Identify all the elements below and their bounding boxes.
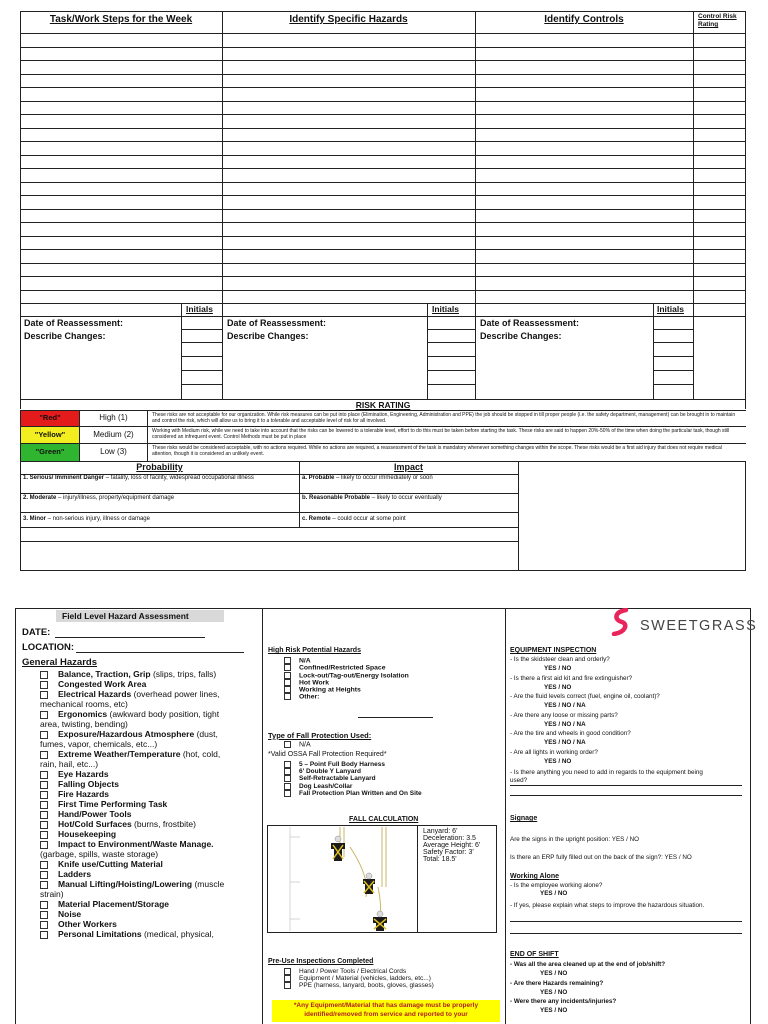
probability-item-3 xyxy=(23,516,150,522)
high-risk-list-label: Lock-out/Tag-out/Energy Isolation xyxy=(299,671,409,679)
probability-title: Probability xyxy=(136,462,183,472)
checkbox-icon[interactable] xyxy=(40,681,48,689)
checkbox-icon[interactable] xyxy=(284,775,291,782)
table-row-line[interactable] xyxy=(20,195,746,196)
risk-red-label: "Red" xyxy=(39,413,61,422)
equipment-extra-q1: - Is there anything you need to add in regards to the equipment being xyxy=(510,769,703,776)
hazard-name: Ergonomics xyxy=(58,709,108,719)
hazard-name: Knife use/Cutting Material xyxy=(58,859,163,869)
checkbox-icon[interactable] xyxy=(284,790,291,797)
fall-calc-value: Lanyard: 6' xyxy=(423,828,458,835)
hazard-name: Material Placement/Storage xyxy=(58,899,170,909)
table-row-line[interactable] xyxy=(20,209,746,210)
preuse-list-item[interactable] xyxy=(284,968,504,975)
checkbox-icon[interactable] xyxy=(40,821,48,829)
fall-list-item[interactable] xyxy=(284,783,504,790)
initials-cell-line[interactable] xyxy=(181,370,222,371)
equipment-question: - Are all lights in working order? xyxy=(510,748,598,756)
end-of-shift-question: - Was all the area cleaned up at the end of job/shift? xyxy=(510,961,666,968)
initials-cell-line[interactable] xyxy=(181,384,222,385)
changes-label-2: Describe Changes: xyxy=(227,331,309,341)
hazard-name: Manual Lifting/Hoisting/Lowering xyxy=(58,879,193,889)
end-of-shift-answer[interactable]: YES / NO xyxy=(540,988,568,996)
hazard-name: Extreme Weather/Temperature xyxy=(58,749,181,759)
initials-label-2: Initials xyxy=(432,304,459,314)
table-row-line xyxy=(20,316,746,317)
table-row-line[interactable] xyxy=(20,87,746,88)
table-row-line[interactable] xyxy=(20,168,746,169)
end-of-shift-title: END OF SHIFT xyxy=(510,951,559,958)
table-row-line[interactable] xyxy=(20,128,746,129)
checkbox-icon[interactable] xyxy=(40,881,48,889)
table-row-line[interactable] xyxy=(20,141,746,142)
end-of-shift-list xyxy=(510,961,748,1023)
hazard-detail: (muscle xyxy=(192,879,225,889)
table-row-line[interactable] xyxy=(20,33,746,34)
fall-calc-value: Total: 18.5' xyxy=(423,856,457,863)
checkbox-icon[interactable] xyxy=(40,871,48,879)
preuse-list-label: PPE (harness, lanyard, boots, gloves, glasses) xyxy=(299,982,434,990)
fall-type-title: Type of Fall Protection Used: xyxy=(268,731,372,740)
table-row-line[interactable] xyxy=(20,249,746,250)
impact-item-1 xyxy=(302,475,433,481)
hazard-item[interactable] xyxy=(40,679,262,689)
initials-cell-line[interactable] xyxy=(653,384,694,385)
fall-calc-title: FALL CALCULATION xyxy=(349,816,419,823)
equipment-question: - Are the fluid levels correct (fuel, engine oil, coolant)? xyxy=(510,693,660,700)
equipment-notes-line-2[interactable] xyxy=(510,795,742,796)
initials-cell-line[interactable] xyxy=(427,356,475,357)
high-risk-list-item[interactable] xyxy=(284,664,504,671)
checkbox-icon[interactable] xyxy=(40,801,48,809)
hazard-name: Impact to Environment/Waste Manage. xyxy=(58,839,214,849)
table-row-line[interactable] xyxy=(20,263,746,264)
probability-item-1-bold: 1. Serious/ Imminent Danger xyxy=(23,475,105,481)
checkbox-icon[interactable] xyxy=(40,771,48,779)
equipment-inspection-list xyxy=(510,656,748,776)
checkbox-icon[interactable] xyxy=(40,691,48,699)
hazard-detail-cont: strain) xyxy=(40,889,64,899)
high-risk-list-item[interactable] xyxy=(284,672,504,679)
impact-item-2-text: – likely to occur eventually xyxy=(370,495,442,501)
impact-item-2 xyxy=(302,495,442,501)
fall-list-item[interactable] xyxy=(284,761,504,768)
initials-cell-line[interactable] xyxy=(427,329,475,330)
probability-item-2-bold: 2. Moderate xyxy=(23,495,57,501)
impact-item-3 xyxy=(302,516,406,522)
damage-note-2: identified/removed from service and reported to your xyxy=(304,1011,468,1018)
hazard-name: Ladders xyxy=(58,869,92,879)
other-field[interactable] xyxy=(358,717,433,718)
risk-low-level: Low (3) xyxy=(100,447,127,456)
initials-cell-line[interactable] xyxy=(181,342,222,343)
hazard-detail: (burns, frostbite) xyxy=(131,819,196,829)
checkbox-icon[interactable] xyxy=(284,686,291,693)
fall-na-label: N/A xyxy=(299,741,311,749)
hazard-item[interactable] xyxy=(40,899,262,909)
signage-title: Signage xyxy=(510,815,538,822)
table-row-line[interactable] xyxy=(20,155,746,156)
initials-cell-line[interactable] xyxy=(181,356,222,357)
checkbox-icon[interactable] xyxy=(284,968,291,975)
table-row-line[interactable] xyxy=(20,236,746,237)
general-hazards-list xyxy=(40,669,262,1024)
checkbox-icon[interactable] xyxy=(40,911,48,919)
table-row-line[interactable] xyxy=(20,303,746,304)
checkbox-icon[interactable] xyxy=(40,671,48,679)
flha-page xyxy=(0,600,768,1024)
signage-q1: Are the signs in the upright position: YES / NO xyxy=(510,836,640,843)
high-risk-list-item[interactable] xyxy=(284,679,504,686)
reassessment-label-3: Date of Reassessment: xyxy=(480,318,580,328)
hazard-item[interactable] xyxy=(40,829,262,839)
fall-list-label: Dog Leash/Collar xyxy=(299,782,353,790)
hazard-item[interactable] xyxy=(40,909,262,919)
working-alone-line-1[interactable] xyxy=(510,921,742,922)
hazard-detail: (dust, xyxy=(194,729,218,739)
working-alone-line-2[interactable] xyxy=(510,933,742,934)
sweetgrass-logo-text: SWEETGRASS xyxy=(640,618,758,634)
end-of-shift-question: - Were there any incidents/injuries? xyxy=(510,998,617,1005)
equipment-answer[interactable]: YES / NO / NA xyxy=(544,720,586,728)
equipment-answer[interactable]: YES / NO / NA xyxy=(544,739,586,746)
table-row-line[interactable] xyxy=(20,74,746,75)
equipment-question: - Are there any loose or missing parts? xyxy=(510,711,618,719)
hazard-name: Hand/Power Tools xyxy=(58,809,132,819)
risk-high-desc: These risks are not acceptable for our organization. While risk measures can be put into place (Elimination, Engineering, Administration and PPE) the job should be stopped in till proper people (i.e. the safety department, management) can be brought in to maintain and control the risk, which will allow us to bring it to a tolerable and acceptable level of risk for all involved. xyxy=(152,412,736,424)
high-risk-title: High Risk Potential Hazards xyxy=(268,647,361,654)
preuse-list-item[interactable] xyxy=(284,982,504,989)
initials-cell-line[interactable] xyxy=(653,342,694,343)
risk-rating-title: RISK RATING xyxy=(355,400,411,410)
hazard-name: Congested Work Area xyxy=(58,679,147,689)
hazard-item[interactable] xyxy=(40,729,262,739)
table-row-line[interactable] xyxy=(20,60,746,61)
risk-green-label: "Green" xyxy=(35,447,65,456)
reassessment-label-2: Date of Reassessment: xyxy=(227,318,327,328)
checkbox-icon[interactable] xyxy=(284,693,291,700)
probability-item-1-text: – fatality, loss of facility, widespread occupational illness xyxy=(104,475,254,481)
high-risk-list-item[interactable] xyxy=(284,657,504,664)
hazard-detail-cont: rain, hail, etc...) xyxy=(40,759,99,769)
probability-item-2-text: – injury/illness, property/equipment damage xyxy=(56,495,175,501)
impact-item-1-text: – likely to occur immediately or soon xyxy=(334,475,433,481)
initials-cell-line[interactable] xyxy=(181,329,222,330)
valid-ossa-note: *Valid OSSA Fall Protection Required* xyxy=(268,751,387,758)
initials-cell-line[interactable] xyxy=(653,370,694,371)
fall-list-item[interactable] xyxy=(284,775,504,782)
table-row-line[interactable] xyxy=(20,182,746,183)
table-row-line[interactable] xyxy=(20,222,746,223)
checkbox-icon[interactable] xyxy=(40,841,48,849)
preuse-list-item[interactable] xyxy=(284,975,504,982)
initials-label-3: Initials xyxy=(657,304,684,314)
checkbox-icon[interactable] xyxy=(40,811,48,819)
hazard-item[interactable] xyxy=(40,779,262,789)
checkbox-icon[interactable] xyxy=(40,791,48,799)
hazard-name: First Time Performing Task xyxy=(58,799,168,809)
date-label: DATE: xyxy=(22,627,51,638)
checkbox-icon[interactable] xyxy=(284,679,291,686)
hazard-name: Housekeeping xyxy=(58,829,117,839)
table-row-line[interactable] xyxy=(20,290,746,291)
sweetgrass-logo-icon xyxy=(610,608,630,636)
probability-item-3-bold: 3. Minor xyxy=(23,516,47,522)
checkbox-icon[interactable] xyxy=(40,831,48,839)
hazard-item[interactable] xyxy=(40,869,262,879)
preuse-list-label: Equipment / Material (vehicles, ladders, etc...) xyxy=(299,975,431,983)
fall-list-item[interactable] xyxy=(284,790,504,797)
hazard-name: Balance, Traction, Grip xyxy=(58,669,151,679)
date-field[interactable] xyxy=(55,637,205,638)
changes-label-3: Describe Changes: xyxy=(480,331,562,341)
hazard-item[interactable] xyxy=(40,689,262,699)
working-alone-if: - If yes, please explain what steps to improve the hazardous situation. xyxy=(510,902,705,909)
fall-na[interactable] xyxy=(284,741,311,748)
risk-high-level: High (1) xyxy=(99,413,128,422)
hazard-item[interactable] xyxy=(40,819,262,829)
risk-medium-desc: Working with Medium risk, while we need to take into account that the risks can be lowered to a tolerable level, effort to do this must be taken before starting the task. These risks are said to happen 20%-50% of the time when doing the particular task, though still considered an infrequent event. Control Methods must be put in place xyxy=(152,428,730,440)
hazard-detail-cont: area, twisting, bending) xyxy=(40,719,128,729)
hazard-item[interactable] xyxy=(40,929,262,939)
working-alone-title: Working Alone xyxy=(510,873,559,880)
hazard-item[interactable] xyxy=(40,799,262,809)
working-alone-q: - Is the employee working alone? xyxy=(510,882,603,889)
fall-list-label: Fall Protection Plan Written and On Site xyxy=(299,790,422,798)
checkbox-icon[interactable] xyxy=(40,931,48,939)
hazard-item[interactable] xyxy=(40,859,262,869)
checkbox-icon[interactable] xyxy=(284,664,291,671)
probability-item-2 xyxy=(23,495,174,501)
hazard-item[interactable] xyxy=(40,809,262,819)
preuse-list-label: Hand / Power Tools / Electrical Cords xyxy=(299,968,407,976)
probability-item-1 xyxy=(23,475,295,482)
location-field[interactable] xyxy=(76,652,244,653)
fall-list-label: 6' Double Y Lanyard xyxy=(299,768,361,776)
equipment-answer[interactable]: YES / NO xyxy=(544,757,572,765)
hazard-detail: (slips, trips, falls) xyxy=(150,669,217,679)
checkbox-icon[interactable] xyxy=(40,781,48,789)
hazard-item[interactable] xyxy=(40,709,262,719)
changes-label-1: Describe Changes: xyxy=(24,331,106,341)
damage-note-1: *Any Equipment/Material that has damage must be properly xyxy=(293,1002,479,1009)
hazard-detail: (overhead power lines, xyxy=(131,689,220,699)
checkbox-icon[interactable] xyxy=(284,761,291,768)
fall-calc-values xyxy=(423,828,497,932)
header-task: Task/Work Steps for the Week xyxy=(49,14,193,25)
header-controls: Identify Controls xyxy=(544,14,624,25)
hazard-detail-cont: mechanical rooms, etc) xyxy=(40,699,128,709)
hazard-detail: (hot, cold, xyxy=(180,749,221,759)
hazard-name: Electrical Hazards xyxy=(58,689,132,699)
high-risk-list-item[interactable] xyxy=(284,686,504,693)
equipment-notes-line-1[interactable] xyxy=(510,785,742,786)
end-of-shift-question: - Are there Hazards remaining? xyxy=(510,979,604,987)
equipment-answer[interactable]: YES / NO / NA xyxy=(544,702,586,709)
preuse-title: Pre-Use Inspections Completed xyxy=(268,958,374,965)
signage-q2: Is there an ERP fully filled out on the back of the sign?: YES / NO xyxy=(510,854,692,861)
hazard-name: Falling Objects xyxy=(58,779,119,789)
impact-item-3-bold: c. Remote xyxy=(302,516,331,522)
hazard-detail-cont: (garbage, spills, waste storage) xyxy=(40,849,159,859)
fall-calc-value: Safety Factor: 3' xyxy=(423,849,474,856)
impact-item-1-bold: a. Probable xyxy=(302,475,335,481)
initials-cell-line[interactable] xyxy=(653,356,694,357)
checkbox-icon[interactable] xyxy=(40,731,48,739)
hazard-item[interactable] xyxy=(40,749,262,759)
initials-cell-line[interactable] xyxy=(653,329,694,330)
impact-item-2-bold: b. Reasonable Probable xyxy=(302,495,371,501)
hazard-name: Personal Limitations xyxy=(58,929,142,939)
high-risk-list-label: Hot Work xyxy=(299,679,330,687)
fall-protection-list xyxy=(284,761,504,816)
high-risk-list-label: Other: xyxy=(299,693,320,701)
probability-item-3-text: – non-serious injury, illness or damage xyxy=(46,516,150,522)
table-row-line[interactable] xyxy=(20,276,746,277)
checkbox-icon[interactable] xyxy=(284,672,291,679)
general-hazards-title: General Hazards xyxy=(22,657,97,668)
hazard-name: Eye Hazards xyxy=(58,769,109,779)
hazard-item[interactable] xyxy=(40,789,262,799)
equipment-question: - Are the tire and wheels in good condition? xyxy=(510,730,631,737)
header-hazards: Identify Specific Hazards xyxy=(289,14,408,25)
hazard-item[interactable] xyxy=(40,879,262,889)
checkbox-icon[interactable] xyxy=(40,901,48,909)
hazard-detail-cont: fumes, vapor, chemicals, etc...) xyxy=(40,739,158,749)
table-row-line[interactable] xyxy=(20,114,746,115)
hazard-item[interactable] xyxy=(40,669,262,679)
checkbox-icon[interactable] xyxy=(40,921,48,929)
high-risk-list-label: Confined/Restricted Space xyxy=(299,664,386,672)
risk-medium-level: Medium (2) xyxy=(93,430,134,439)
end-of-shift-answer[interactable]: YES / NO xyxy=(540,970,568,977)
fall-list-item[interactable] xyxy=(284,768,504,775)
checkbox-icon[interactable] xyxy=(40,711,48,719)
equipment-extra-q2: used? xyxy=(510,777,528,784)
equipment-inspection-title: EQUIPMENT INSPECTION xyxy=(510,647,597,654)
high-risk-list-item[interactable] xyxy=(284,693,504,700)
checkbox-icon[interactable] xyxy=(40,861,48,869)
hazard-name: Hot/Cold Surfaces xyxy=(58,819,132,829)
equipment-question: - Is there a first aid kit and fire extinguisher? xyxy=(510,674,633,682)
hazard-name: Other Workers xyxy=(58,919,117,929)
equipment-answer[interactable]: YES / NO xyxy=(544,683,572,691)
working-alone-a: YES / NO xyxy=(540,890,568,897)
risk-yellow-label: "Yellow" xyxy=(34,430,66,439)
fall-list-label: Self-Retractable Lanyard xyxy=(299,775,376,783)
hazard-name: Fire Hazards xyxy=(58,789,110,799)
header-rating: Control Risk Rating xyxy=(698,13,737,28)
initials-cell-line[interactable] xyxy=(427,370,475,371)
checkbox-icon[interactable] xyxy=(284,768,291,775)
hazard-detail: (medical, physical, xyxy=(141,929,214,939)
checkbox-icon[interactable] xyxy=(40,751,48,759)
reassessment-label-1: Date of Reassessment: xyxy=(24,318,124,328)
risk-low-desc: These risks would be considered acceptable, with no actions required. While no actions are required, a reassessment of the task is mandatory whenever something changes within the scope. These risks would be a first aid injury that does not require medical attention, though it is considered an unlikely event. xyxy=(152,445,722,457)
preuse-list xyxy=(284,968,504,1002)
end-of-shift-answer[interactable]: YES / NO xyxy=(540,1007,568,1014)
checkbox-icon[interactable] xyxy=(284,982,291,989)
impact-title: Impact xyxy=(393,462,423,472)
equipment-answer[interactable]: YES / NO xyxy=(544,665,572,672)
equipment-question: - Is the skidsteer clean and orderly? xyxy=(510,656,610,663)
location-label: LOCATION: xyxy=(22,642,75,653)
fall-diagram-image xyxy=(270,827,414,931)
flha-title: Field Level Hazard Assessment xyxy=(62,611,189,621)
fall-list-label: 5 – Point Full Body Harness xyxy=(299,761,385,769)
initials-label-1: Initials xyxy=(186,304,213,314)
hazard-item[interactable] xyxy=(40,839,262,849)
checkbox-icon[interactable] xyxy=(284,741,291,748)
high-risk-list-label: N/A xyxy=(299,657,311,665)
hazard-item[interactable] xyxy=(40,769,262,779)
initials-cell-line[interactable] xyxy=(427,384,475,385)
checkbox-icon[interactable] xyxy=(284,975,291,982)
hazard-detail: (awkward body position, tight xyxy=(107,709,220,719)
checkbox-icon[interactable] xyxy=(284,657,291,664)
hazard-name: Exposure/Hazardous Atmosphere xyxy=(58,729,195,739)
hazard-item[interactable] xyxy=(40,919,262,929)
impact-item-3-text: – could occur at some point xyxy=(330,516,406,522)
high-risk-list-label: Working at Heights xyxy=(299,686,361,694)
fall-calc-value: Deceleration: 3.5 xyxy=(423,835,476,842)
fall-calc-value: Average Height: 6' xyxy=(423,842,481,849)
hazard-name: Noise xyxy=(58,909,82,919)
initials-cell-line[interactable] xyxy=(427,342,475,343)
table-row-line[interactable] xyxy=(20,47,746,48)
table-row-line[interactable] xyxy=(20,101,746,102)
checkbox-icon[interactable] xyxy=(284,783,291,790)
